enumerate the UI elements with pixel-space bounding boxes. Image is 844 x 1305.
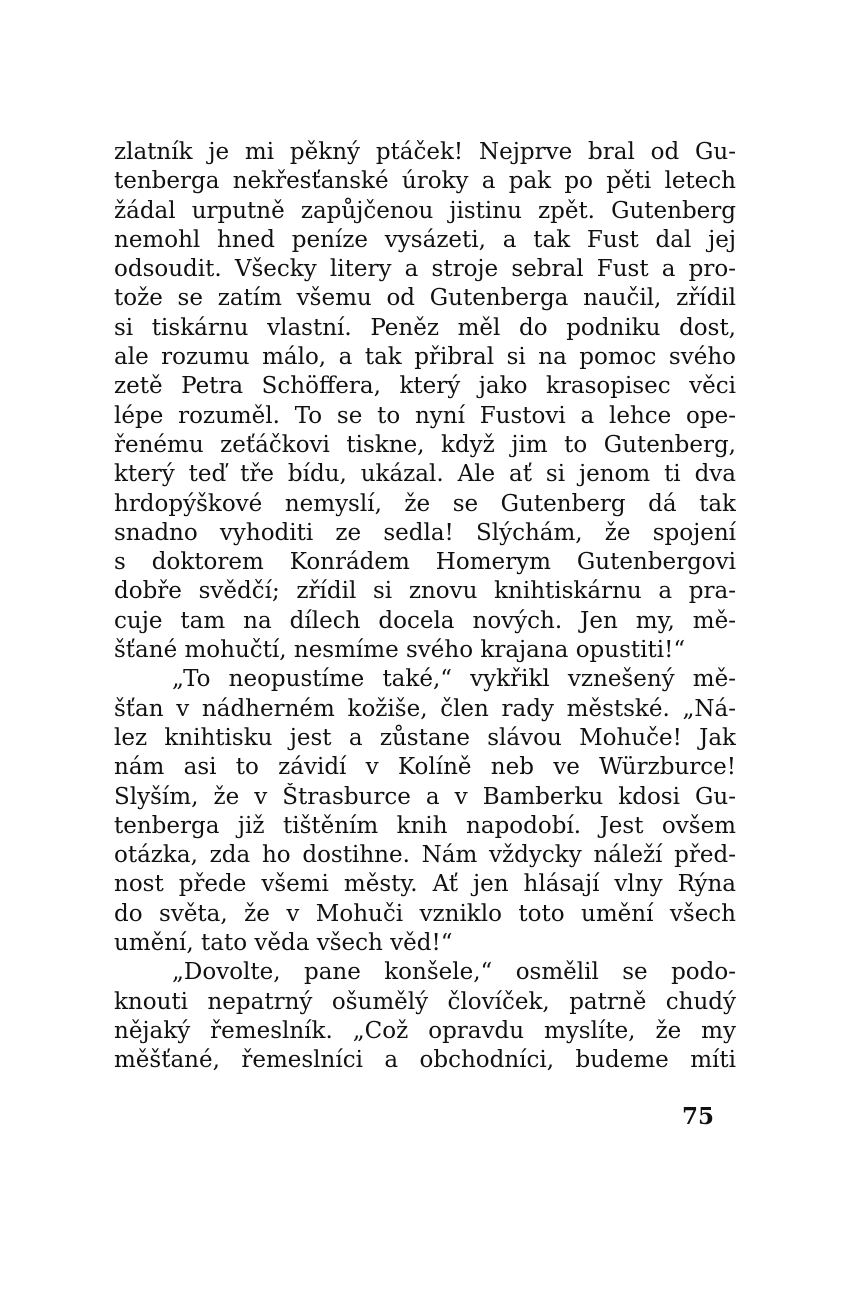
body-text	[114, 138, 736, 1076]
text-line: nemohl hned peníze vysázeti, a tak Fust dal jej	[114, 226, 736, 253]
page-number: 75	[681, 1103, 714, 1130]
text-line: šťané mohučtí, nesmíme svého krajana opustiti!“	[114, 637, 686, 664]
text-line: odsoudit. Všecky litery a stroje sebral Fust a pro-	[114, 256, 736, 283]
text-line: nějaký řemeslník. „Což opravdu myslíte, že my	[114, 1017, 736, 1044]
text-line: ale rozumu málo, a tak přibral si na pomoc svého	[114, 344, 736, 371]
text-line: snadno vyhoditi ze sedla! Slýchám, že spojení	[114, 519, 736, 546]
text-line: otázka, zda ho dostihne. Nám vždycky náleží před-	[114, 842, 736, 869]
text-line: lépe rozuměl. To se to nyní Fustovi a lehce ope-	[114, 402, 736, 429]
text-line: zlatník je mi pěkný ptáček! Nejprve bral od Gu-	[114, 139, 736, 165]
text-line: řenému zeťáčkovi tiskne, když jim to Gutenberg,	[114, 431, 736, 458]
text-line: nost přede všemi městy. Ať jen hlásají vlny Rýna	[114, 871, 736, 898]
text-line: Slyším, že v Štrasburce a v Bamberku kdosi Gu-	[114, 783, 736, 810]
text-line: tenberga již tištěním knih napodobí. Jest ovšem	[114, 812, 736, 839]
text-line: nám asi to závidí v Kolíně neb ve Würzburce!	[114, 754, 736, 781]
text-line: s doktorem Konrádem Homerym Gutenbergovi	[114, 549, 736, 576]
text-line: zetě Petra Schöffera, který jako krasopisec věci	[114, 373, 736, 400]
text-line: „To neopustíme také,“ vykřikl vznešený mě-	[172, 666, 736, 693]
text-line: si tiskárnu vlastní. Peněz měl do podniku dost,	[114, 314, 736, 341]
text-line: hrdopýškové nemyslí, že se Gutenberg dá tak	[114, 490, 736, 517]
text-line: do světa, že v Mohuči vzniklo toto umění všech	[114, 900, 736, 927]
text-line: dobře svědčí; zřídil si znovu knihtiskárnu a pra-	[114, 578, 736, 605]
text-line: „Dovolte, pane konšele,“ osmělil se podo-	[172, 959, 736, 986]
text-line: šťan v nádherném kožiše, člen rady městské. „Ná-	[114, 695, 736, 722]
text-line: cuje tam na dílech docela nových. Jen my, mě-	[114, 607, 736, 634]
text-line: knouti nepatrný ošumělý človíček, patrně chudý	[114, 988, 736, 1015]
text-line: tože se zatím všemu od Gutenberga naučil, zřídil	[114, 285, 736, 312]
text-line: umění, tato věda všech věd!“	[114, 930, 453, 957]
text-line: lez knihtisku jest a zůstane slávou Mohuče! Jak	[114, 724, 736, 751]
text-line: měšťané, řemeslníci a obchodníci, budeme míti	[114, 1047, 736, 1074]
text-line: žádal urputně zapůjčenou jistinu zpět. Gutenberg	[114, 197, 736, 224]
text-line: tenberga nekřesťanské úroky a pak po pěti letech	[114, 168, 736, 195]
text-line: který teď tře bídu, ukázal. Ale ať si jenom ti dva	[114, 461, 736, 488]
